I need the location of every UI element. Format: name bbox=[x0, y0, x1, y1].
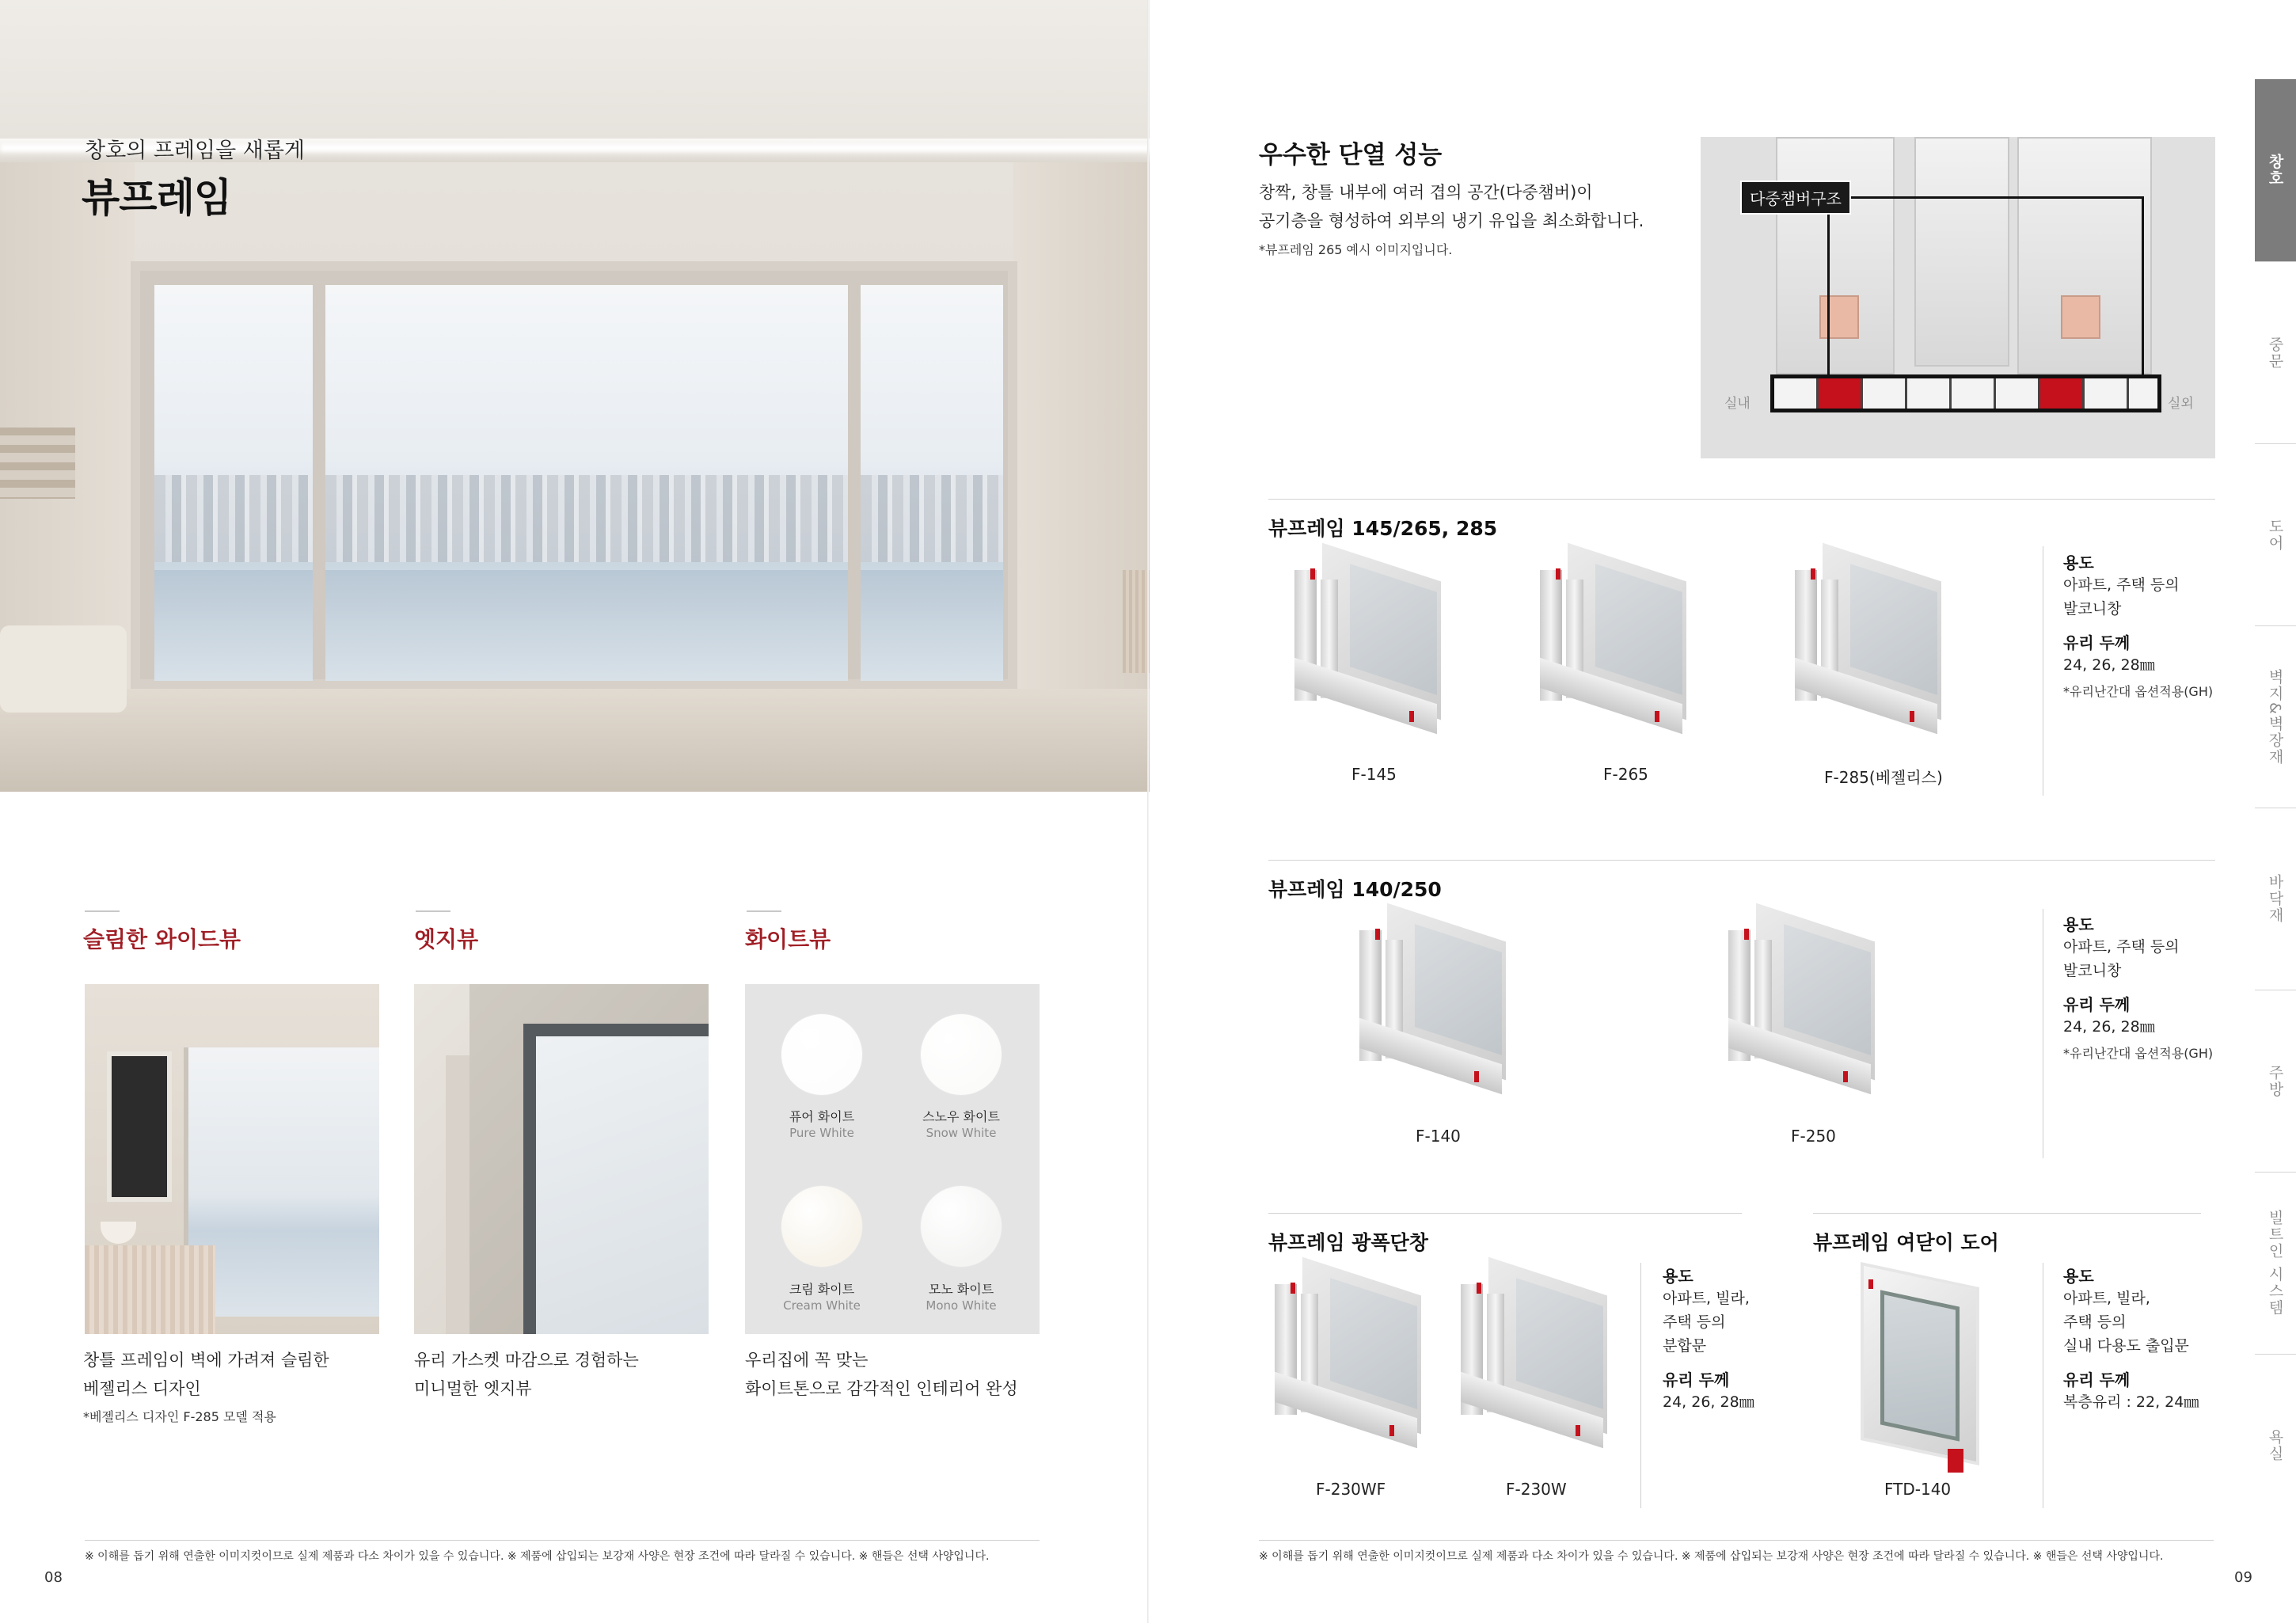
section-divider bbox=[1813, 1213, 2201, 1214]
tab-label: 바닥재 bbox=[2266, 874, 2284, 924]
door-profile-ftd140 bbox=[1853, 1275, 1987, 1473]
feature-artwork bbox=[107, 1051, 172, 1202]
tab-wallpaper[interactable] bbox=[2255, 625, 2296, 808]
profile-seal bbox=[1474, 1071, 1479, 1082]
spec-glass-value: 24, 26, 28㎜ bbox=[2063, 1018, 2155, 1036]
feature-description bbox=[745, 1346, 1018, 1403]
spec-use-value: 발코니창 bbox=[2063, 962, 2122, 979]
page-fold bbox=[1147, 0, 1149, 1623]
feature-desc-line: 미니멀한 엣지뷰 bbox=[414, 1379, 532, 1398]
spec-label-glass: 유리 두께 bbox=[2063, 633, 2131, 652]
section-divider bbox=[1268, 860, 2215, 861]
reinforcement-section bbox=[1819, 295, 1859, 339]
model-name: F-250 bbox=[1791, 1127, 1836, 1146]
hero-subtitle: 창호의 프레임을 새롭게 bbox=[85, 139, 305, 163]
profile-section bbox=[1914, 137, 2009, 367]
thermal-desc-line: 공기층을 형성하여 외부의 냉기 유입을 최소화합니다. bbox=[1259, 211, 1644, 230]
hero-city-view bbox=[325, 475, 848, 562]
chamber-cell bbox=[1774, 378, 1819, 409]
profile-seal bbox=[1291, 1283, 1295, 1294]
feature-desc-line: 우리집에 꼭 맞는 bbox=[745, 1351, 869, 1370]
spec-label-glass: 유리 두께 bbox=[2063, 995, 2131, 1014]
spec-divider bbox=[1640, 1263, 1641, 1508]
tab-label: 주방 bbox=[2266, 1064, 2284, 1098]
window-profile-f285 bbox=[1791, 562, 1949, 728]
profile-seal bbox=[1910, 711, 1914, 722]
swatch-name-en: Cream White bbox=[783, 1298, 861, 1313]
feature-image-whiteview bbox=[745, 984, 1040, 1334]
thermal-note: *뷰프레임 265 예시 이미지입니다. bbox=[1259, 242, 1453, 257]
profile-seal bbox=[1811, 568, 1815, 580]
swatch-name: 퓨어 화이트 bbox=[789, 1109, 855, 1124]
hero-image bbox=[0, 0, 1150, 792]
tab-builtin-system[interactable] bbox=[2255, 1172, 2296, 1354]
swatch-name: 스노우 화이트 bbox=[922, 1109, 1000, 1124]
chamber-cell bbox=[1863, 378, 1907, 409]
hero-river-view bbox=[325, 570, 848, 681]
feature-image-wideview bbox=[85, 984, 379, 1334]
spec-block bbox=[1663, 1264, 1754, 1414]
page-number: 08 bbox=[44, 1569, 63, 1586]
hero-river-view bbox=[861, 570, 1003, 681]
swatch-name: 모노 화이트 bbox=[928, 1282, 994, 1297]
feature-divider bbox=[747, 910, 781, 912]
tab-label: 욕실 bbox=[2266, 1428, 2284, 1462]
feature-title: 화이트뷰 bbox=[745, 926, 831, 952]
hero-shelf bbox=[0, 428, 75, 499]
feature-desc-line: 화이트톤으로 감각적인 인테리어 완성 bbox=[745, 1379, 1018, 1398]
hero-river-view bbox=[154, 570, 313, 681]
tab-door[interactable] bbox=[2255, 443, 2296, 625]
hero-glass-pane bbox=[861, 285, 1003, 675]
spec-glass-value: 24, 26, 28㎜ bbox=[1663, 1393, 1754, 1411]
hero-glass-pane bbox=[154, 285, 313, 675]
feature-divider bbox=[85, 910, 120, 912]
window-profile-f265 bbox=[1536, 562, 1694, 728]
color-swatch-cream-white bbox=[781, 1186, 862, 1267]
profile-seal bbox=[1556, 568, 1560, 580]
spec-block bbox=[2063, 912, 2213, 1062]
feature-title: 엣지뷰 bbox=[414, 926, 479, 952]
feature-image-edgeview bbox=[414, 984, 709, 1334]
profile-seal bbox=[1843, 1071, 1848, 1082]
hero-title: 뷰프레임 bbox=[82, 175, 232, 221]
feature-divider bbox=[416, 910, 450, 912]
spec-note: *유리난간대 옵션적용(GH) bbox=[2063, 684, 2214, 699]
feature-console bbox=[85, 1245, 215, 1334]
feature-description bbox=[414, 1346, 639, 1403]
page-number: 09 bbox=[2234, 1569, 2252, 1586]
spec-label-use: 용도 bbox=[2063, 553, 2094, 572]
window-profile-f230w bbox=[1457, 1276, 1615, 1442]
spec-label-use: 용도 bbox=[2063, 1267, 2094, 1286]
section-title: 뷰프레임 145/265, 285 bbox=[1268, 517, 1498, 540]
spec-use-value: 아파트, 주택 등의 bbox=[2063, 576, 2180, 594]
spec-use-value: 주택 등의 bbox=[1663, 1313, 1726, 1331]
callout-leader bbox=[1827, 196, 1830, 377]
tab-label: 도어 bbox=[2266, 518, 2284, 552]
door-seal bbox=[1948, 1449, 1963, 1473]
model-name: F-265 bbox=[1603, 765, 1648, 784]
window-profile-f145 bbox=[1291, 562, 1449, 728]
spec-note: *유리난간대 옵션적용(GH) bbox=[2063, 1046, 2214, 1061]
spec-use-value: 실내 다용도 출입문 bbox=[2063, 1337, 2189, 1355]
profile-seal bbox=[1310, 568, 1315, 580]
feature-desc-line: 유리 가스켓 마감으로 경험하는 bbox=[414, 1351, 639, 1370]
profile-seal bbox=[1655, 711, 1659, 722]
spec-label-glass: 유리 두께 bbox=[1663, 1370, 1730, 1389]
footer-disclaimer: ※ 이해를 돕기 위해 연출한 이미지컷이므로 실제 제품과 다소 차이가 있을 수 있습니다. ※ 제품에 삽입되는 보강재 사양은 현장 조건에 따라 달라질 수 있습니다. ※ 핸들은 선택 사양입니다. bbox=[1259, 1550, 2164, 1563]
spec-label-use: 용도 bbox=[1663, 1267, 1693, 1286]
diagram-tag: 다중챔버구조 bbox=[1740, 181, 1851, 215]
color-swatch-snow-white bbox=[921, 1014, 1002, 1095]
spec-block bbox=[2063, 1264, 2199, 1414]
feature-glass bbox=[536, 1036, 709, 1334]
window-profile-f250 bbox=[1724, 922, 1883, 1089]
section-title: 뷰프레임 여닫이 도어 bbox=[1813, 1231, 1999, 1254]
spec-glass-value: 복층유리 : 22, 24㎜ bbox=[2063, 1393, 2199, 1411]
chamber-cell-reinforced bbox=[2040, 378, 2085, 409]
window-profile-f140 bbox=[1355, 922, 1514, 1089]
tab-label: 창호 bbox=[2266, 154, 2284, 187]
section-title: 뷰프레임 광폭단창 bbox=[1268, 1231, 1428, 1254]
multi-chamber-diagram bbox=[1701, 137, 2215, 458]
feature-desc-line: 창틀 프레임이 벽에 가려져 슬림한 bbox=[83, 1351, 329, 1370]
model-name: F-140 bbox=[1416, 1127, 1461, 1146]
footer-divider bbox=[1259, 1540, 2214, 1541]
callout-leader bbox=[1827, 196, 2144, 199]
tab-bathroom[interactable] bbox=[2255, 1354, 2296, 1536]
tab-flooring[interactable] bbox=[2255, 808, 2296, 990]
diagram-label-indoor: 실내 bbox=[1724, 396, 1751, 412]
spec-use-value: 주택 등의 bbox=[2063, 1313, 2127, 1331]
chamber-cell bbox=[1907, 378, 1952, 409]
feature-desc-line: 베젤리스 디자인 bbox=[83, 1379, 201, 1398]
spec-block bbox=[2063, 550, 2213, 700]
door-glass bbox=[1880, 1290, 1960, 1441]
swatch-name: 크림 화이트 bbox=[789, 1282, 855, 1297]
door-seal bbox=[1868, 1279, 1873, 1289]
profile-seal bbox=[1375, 929, 1380, 940]
model-name: F-145 bbox=[1351, 765, 1397, 784]
window-profile-f230wf bbox=[1271, 1276, 1429, 1442]
hero-side-table bbox=[1123, 570, 1150, 673]
swatch-name-en: Pure White bbox=[789, 1126, 854, 1140]
swatch-name-en: Mono White bbox=[926, 1298, 997, 1313]
tab-label: 빌트인 시스템 bbox=[2266, 1210, 2284, 1317]
model-name: FTD-140 bbox=[1884, 1480, 1952, 1499]
profile-section bbox=[1776, 137, 1895, 374]
profile-seal bbox=[1409, 711, 1414, 722]
profile-section bbox=[2017, 137, 2152, 374]
spec-use-value: 아파트, 주택 등의 bbox=[2063, 938, 2180, 956]
chamber-cell bbox=[1952, 378, 1996, 409]
tab-label: 벽지&벽장재 bbox=[2266, 668, 2284, 766]
spec-use-value: 아파트, 빌라, bbox=[1663, 1290, 1750, 1307]
chamber-bar bbox=[1770, 374, 2161, 412]
thermal-description bbox=[1259, 178, 1644, 235]
profile-seal bbox=[1576, 1425, 1580, 1436]
thermal-desc-line: 창짝, 창틀 내부에 여러 겹의 공간(다중챔버)이 bbox=[1259, 183, 1593, 202]
footer-divider bbox=[85, 1540, 1040, 1541]
hero-floor bbox=[0, 689, 1150, 792]
feature-title: 슬림한 와이드뷰 bbox=[83, 926, 241, 952]
spec-use-value: 분합문 bbox=[1663, 1337, 1707, 1355]
color-swatch-pure-white bbox=[781, 1014, 862, 1095]
spec-use-value: 아파트, 빌라, bbox=[2063, 1290, 2150, 1307]
spec-label-glass: 유리 두께 bbox=[2063, 1370, 2131, 1389]
profile-seal bbox=[1389, 1425, 1394, 1436]
chamber-cell bbox=[1996, 378, 2040, 409]
hero-glass-pane bbox=[325, 285, 848, 675]
hero-ceiling bbox=[0, 0, 1150, 146]
hero-sofa bbox=[0, 625, 127, 713]
feature-description bbox=[83, 1346, 329, 1403]
model-name: F-230W bbox=[1506, 1480, 1567, 1499]
tab-middle-door[interactable] bbox=[2255, 261, 2296, 443]
spec-glass-value: 24, 26, 28㎜ bbox=[2063, 656, 2155, 674]
feature-note: *베젤리스 디자인 F-285 모델 적용 bbox=[83, 1409, 276, 1424]
callout-leader bbox=[2142, 196, 2144, 377]
swatch-name-en: Snow White bbox=[926, 1126, 997, 1140]
color-swatch-mono-white bbox=[921, 1186, 1002, 1267]
spec-use-value: 발코니창 bbox=[2063, 600, 2122, 618]
tab-label: 중문 bbox=[2266, 336, 2284, 370]
chamber-cell bbox=[2085, 378, 2129, 409]
thermal-title: 우수한 단열 성능 bbox=[1259, 141, 1443, 169]
section-title: 뷰프레임 140/250 bbox=[1268, 878, 1442, 901]
profile-seal bbox=[1744, 929, 1749, 940]
footer-disclaimer: ※ 이해를 돕기 위해 연출한 이미지컷이므로 실제 제품과 다소 차이가 있을 수 있습니다. ※ 제품에 삽입되는 보강재 사양은 현장 조건에 따라 달라질 수 있습니다. ※ 핸들은 선택 사양입니다. bbox=[85, 1550, 990, 1563]
feature-bowl bbox=[101, 1222, 136, 1244]
feature-wall-edge bbox=[446, 1055, 469, 1334]
model-name: F-230WF bbox=[1316, 1480, 1386, 1499]
section-divider bbox=[1268, 499, 2215, 500]
hero-window-frame bbox=[131, 261, 1017, 689]
tab-kitchen[interactable] bbox=[2255, 990, 2296, 1172]
hero-city-view bbox=[861, 475, 1003, 562]
chamber-cell-reinforced bbox=[1819, 378, 1863, 409]
hero-city-view bbox=[154, 475, 313, 562]
reinforcement-section bbox=[2061, 295, 2100, 339]
diagram-label-outdoor: 실외 bbox=[2168, 396, 2194, 412]
profile-seal bbox=[1477, 1283, 1481, 1294]
section-divider bbox=[1268, 1213, 1742, 1214]
spec-label-use: 용도 bbox=[2063, 915, 2094, 934]
tab-window[interactable] bbox=[2255, 79, 2296, 261]
model-name: F-285(베젤리스) bbox=[1824, 768, 1943, 787]
